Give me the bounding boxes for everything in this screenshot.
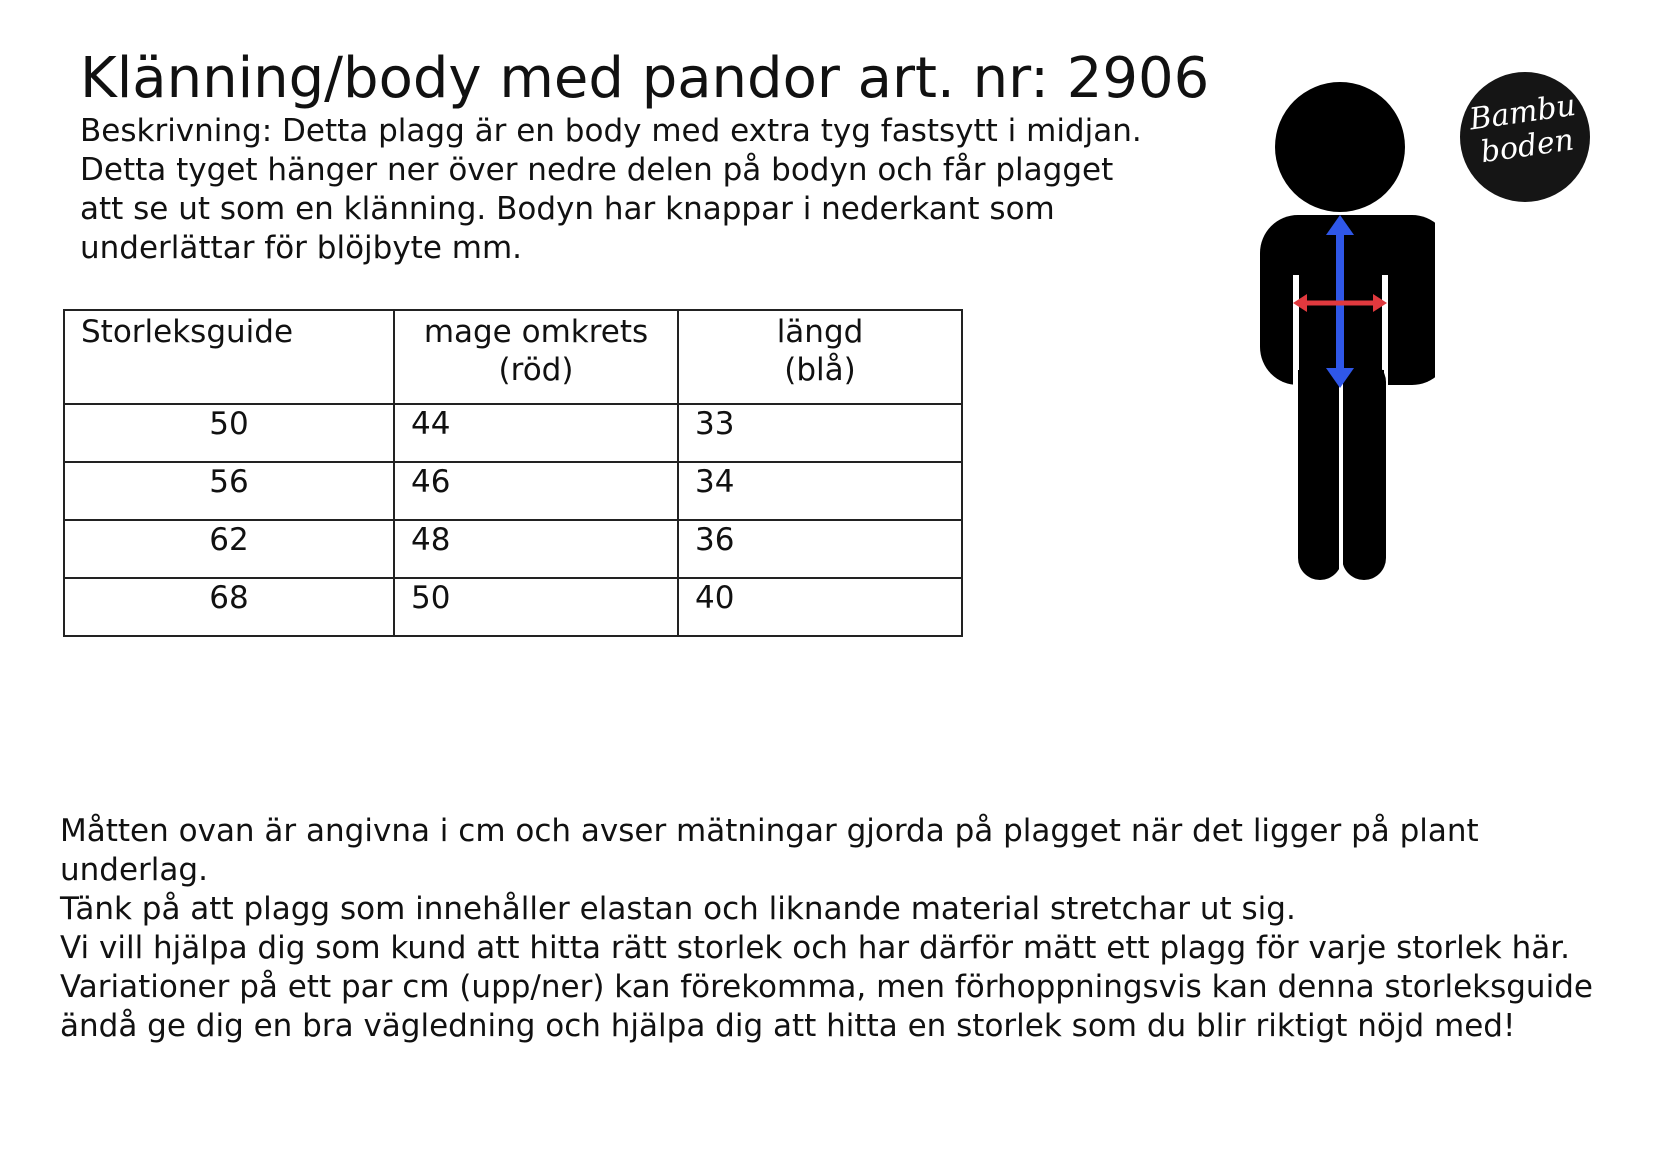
cell-size: 56 <box>64 462 394 520</box>
brand-logo <box>1460 72 1590 202</box>
cell-length: 33 <box>678 404 962 462</box>
child-silhouette-icon <box>1235 70 1435 590</box>
header-circumference <box>394 310 678 404</box>
header-length-note: (blå) <box>784 352 856 388</box>
table-row <box>64 404 962 462</box>
size-guide-table <box>63 309 963 637</box>
header-length-label: längd <box>776 314 864 350</box>
footer-notes <box>60 812 1620 1046</box>
stretch-note: Tänk på att plagg som innehåller elastan och liknande material stretchar ut sig. <box>60 891 1296 927</box>
table-header-row <box>64 310 962 404</box>
guide-note: Vi vill hjälpa dig som kund att hitta rätt storlek och har därför mätt ett plagg för varje storlek här. Variationer på ett par cm (upp/ner) kan förekomma, men förhoppningsvis kan denna storleksguide ändå ge dig en bra vägledning och hjälpa dig att hitta en storlek som du blir riktigt nöjd med! <box>60 930 1593 1044</box>
page-title: Klänning/body med pandor art. nr: 2906 <box>80 46 1210 111</box>
header-size <box>64 310 394 404</box>
header-circumference-note: (röd) <box>498 352 574 388</box>
cell-circumference: 48 <box>394 520 678 578</box>
table-row <box>64 520 962 578</box>
cell-circumference: 46 <box>394 462 678 520</box>
cell-length: 34 <box>678 462 962 520</box>
header-length <box>678 310 962 404</box>
brand-logo-text: Bambu boden <box>1467 87 1578 171</box>
cell-length: 36 <box>678 520 962 578</box>
product-description: Beskrivning: Detta plagg är en body med extra tyg fastsytt i midjan. Detta tyget hänger ner över nedre delen på bodyn och får plagget att se ut som en klänning. Bodyn har knappar i nederkant som underlättar för blöjbyte mm. <box>80 113 1142 266</box>
cell-size: 50 <box>64 404 394 462</box>
cell-length: 40 <box>678 578 962 636</box>
header-size-label: Storleksguide <box>81 314 294 350</box>
cell-size: 62 <box>64 520 394 578</box>
measurement-note: Måtten ovan är angivna i cm och avser mätningar gjorda på plagget när det ligger på plant underlag. <box>60 813 1479 888</box>
cell-circumference: 44 <box>394 404 678 462</box>
table-row <box>64 578 962 636</box>
cell-size: 68 <box>64 578 394 636</box>
header-circumference-label: mage omkrets <box>423 314 649 350</box>
cell-circumference: 50 <box>394 578 678 636</box>
table-row <box>64 462 962 520</box>
